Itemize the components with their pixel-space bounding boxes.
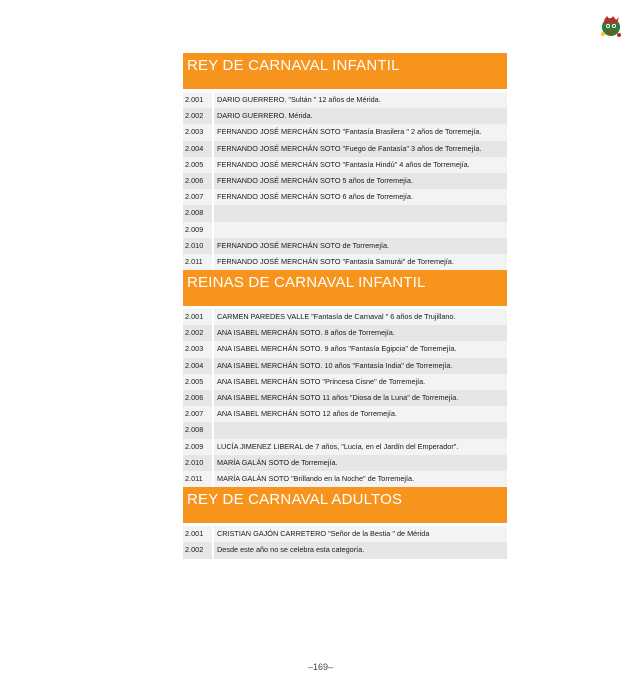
row-description: ANA ISABEL MERCHÁN SOTO. 10 años "Fantasía India" de Torremejía. bbox=[217, 360, 453, 370]
table-row bbox=[183, 141, 507, 157]
table-row bbox=[183, 455, 507, 471]
row-description: FERNANDO JOSÉ MERCHÁN SOTO de Torremejía. bbox=[217, 240, 390, 250]
row-description bbox=[214, 222, 507, 238]
row-description bbox=[214, 422, 507, 438]
row-description: ANA ISABEL MERCHÁN SOTO "Princesa Cisne" de Torremejía. bbox=[217, 376, 426, 386]
row-year: 2.002 bbox=[185, 111, 204, 121]
table-row bbox=[183, 205, 507, 221]
row-description: MARÍA GALÁN SOTO "Brillando en la Noche" de Torremejía. bbox=[217, 473, 415, 483]
row-year: 2.010 bbox=[185, 457, 204, 467]
table-row bbox=[183, 341, 507, 357]
row-description: FERNANDO JOSÉ MERCHÁN SOTO "Fantasía Hindú" 4 años de Torremejía. bbox=[217, 159, 470, 169]
table-row bbox=[183, 173, 507, 189]
row-description: DARIO GUERRERO. "Sultán " 12 años de Mérida. bbox=[217, 95, 381, 104]
row-description: LUCÍA JIMENEZ LIBERAL de 7 años, "Lucía, en el Jardín del Emperador". bbox=[217, 441, 459, 451]
section-header-reinas-infantil: REINAS DE CARNAVAL INFANTIL bbox=[183, 270, 507, 306]
row-description: DARIO GUERRERO. Mérida. bbox=[217, 111, 313, 121]
row-year: 2.011 bbox=[185, 473, 203, 483]
row-year: 2.007 bbox=[185, 192, 204, 202]
row-year: 2.003 bbox=[185, 127, 204, 137]
page-number: –169– bbox=[307, 662, 334, 672]
row-description: ANA ISABEL MERCHÁN SOTO. 9 años "Fantasía Egipcia" de Torremejía. bbox=[217, 344, 457, 354]
carnival-logo bbox=[599, 14, 623, 40]
section-header-rey-infantil: REY DE CARNAVAL INFANTIL bbox=[183, 53, 507, 89]
table-row bbox=[183, 309, 507, 325]
row-description: FERNANDO JOSÉ MERCHÁN SOTO "Fantasía Brasilera " 2 años de Torremejía. bbox=[217, 127, 482, 137]
table-row bbox=[183, 189, 507, 205]
row-year: 2.001 bbox=[185, 312, 204, 322]
row-description: FERNANDO JOSÉ MERCHÁN SOTO "Fuego de Fantasía" 3 años de Torremejía. bbox=[217, 143, 482, 153]
row-description: MARÍA GALÁN SOTO de Torremejía. bbox=[217, 457, 338, 467]
table-row bbox=[183, 439, 507, 455]
table-row bbox=[183, 108, 507, 124]
row-year: 2.007 bbox=[185, 409, 204, 419]
row-year: 2.006 bbox=[185, 393, 204, 402]
table-row bbox=[183, 325, 507, 341]
row-description: Desde este año no se celebra esta categoría. bbox=[217, 545, 365, 555]
row-year: 2.008 bbox=[185, 208, 204, 218]
table-row bbox=[183, 526, 507, 542]
row-description: FERNANDO JOSÉ MERCHÁN SOTO 5 años de Torremejía. bbox=[217, 175, 413, 185]
table-row bbox=[183, 542, 507, 558]
row-year: 2.009 bbox=[185, 224, 204, 234]
row-year: 2.003 bbox=[185, 344, 204, 354]
row-description bbox=[214, 205, 507, 221]
row-description: ANA ISABEL MERCHÁN SOTO. 8 años de Torremejía. bbox=[217, 328, 395, 338]
row-year: 2.004 bbox=[185, 143, 204, 153]
row-year: 2.005 bbox=[185, 159, 204, 169]
table-row bbox=[183, 422, 507, 438]
table-row bbox=[183, 471, 507, 487]
row-year: 2.006 bbox=[185, 175, 204, 185]
row-year: 2.004 bbox=[185, 360, 204, 370]
row-description: CRISTIAN GAJÓN CARRETERO "Señor de la Bestia " de Mérida bbox=[217, 529, 430, 539]
table-row bbox=[183, 124, 507, 140]
row-year: 2.010 bbox=[185, 240, 204, 250]
carnival-table bbox=[183, 53, 507, 559]
row-year: 2.005 bbox=[185, 376, 204, 386]
row-year: 2.009 bbox=[185, 441, 204, 451]
row-year: 2.011 bbox=[185, 256, 203, 266]
row-description: FERNANDO JOSÉ MERCHÁN SOTO "Fantasía Samurái" de Torremejía. bbox=[217, 256, 454, 266]
row-description: ANA ISABEL MERCHÁN SOTO 12 años de Torremejía. bbox=[217, 409, 397, 419]
table-row bbox=[183, 92, 507, 108]
table-row bbox=[183, 406, 507, 422]
row-description: ANA ISABEL MERCHÁN SOTO 11 años "Diosa de la Luna" de Torremejía. bbox=[217, 393, 459, 402]
row-year: 2.008 bbox=[185, 425, 204, 435]
table-row bbox=[183, 238, 507, 254]
row-year: 2.002 bbox=[185, 545, 204, 555]
row-year: 2.002 bbox=[185, 328, 204, 338]
row-year: 2.001 bbox=[185, 95, 204, 104]
row-year: 2.001 bbox=[185, 529, 204, 539]
table-row bbox=[183, 390, 507, 406]
table-row bbox=[183, 254, 507, 270]
row-description: FERNANDO JOSÉ MERCHÁN SOTO 6 años de Torremejía. bbox=[217, 192, 413, 202]
section-header-rey-adultos: REY DE CARNAVAL ADULTOS bbox=[183, 487, 507, 523]
table-row bbox=[183, 157, 507, 173]
table-row bbox=[183, 358, 507, 374]
table-row bbox=[183, 222, 507, 238]
table-row bbox=[183, 374, 507, 390]
row-description: CARMEN PAREDES VALLE "Fantasía de Carnaval " 6 años de Trujillano. bbox=[217, 312, 456, 322]
